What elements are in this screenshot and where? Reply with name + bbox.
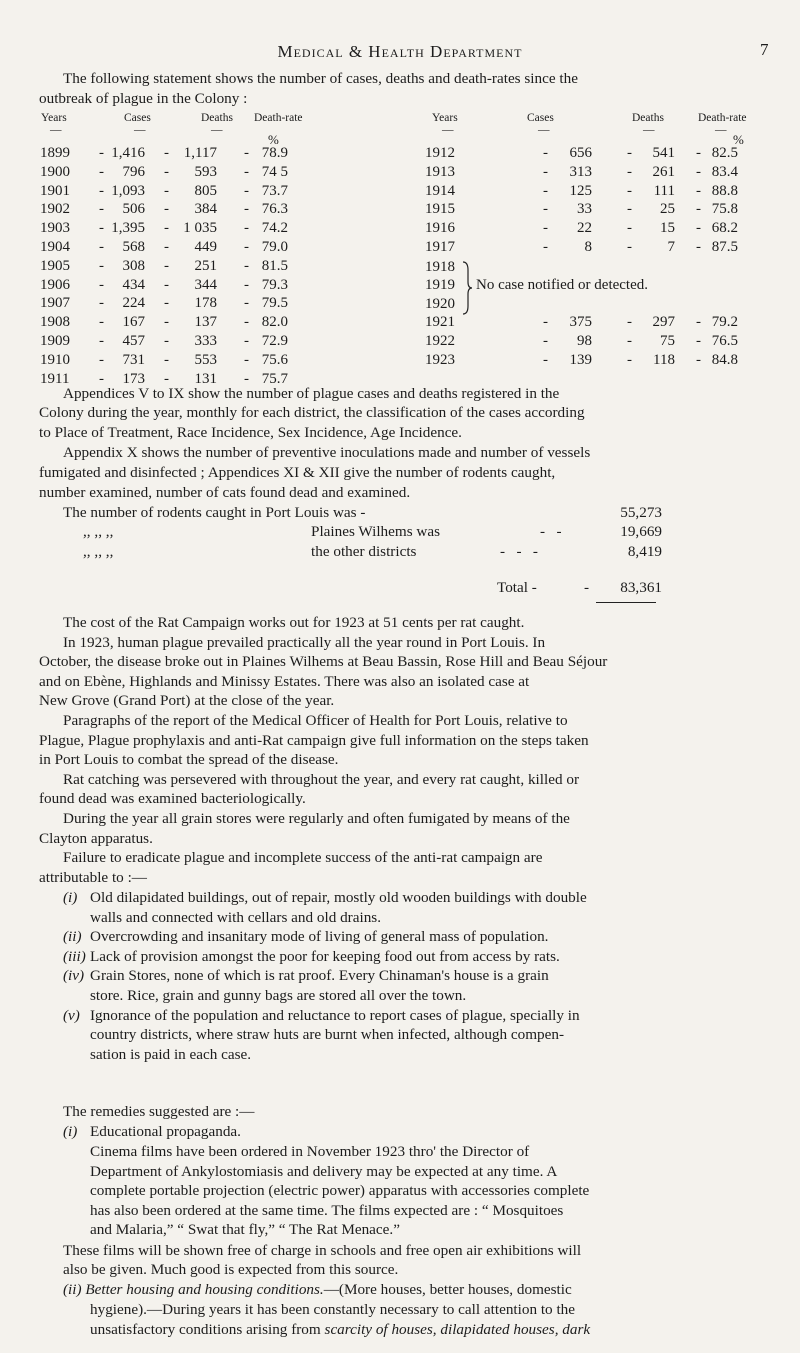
running-header: Medical & Health Department — [277, 42, 523, 61]
cell-year: 1922 — [425, 332, 455, 349]
body-line: Plague, Plague prophylaxis and anti-Rat campaign give full information on the steps taken — [39, 731, 589, 749]
cell-deaths: 805 — [194, 182, 217, 199]
header-deathrate-right: Death-rate — [698, 112, 747, 124]
remedy1-line: and Malaria,” “ Swat that fly,” “ The Rat Menace.” — [90, 1221, 400, 1239]
table-row — [40, 220, 380, 240]
dash-sep: - — [543, 220, 548, 237]
cell-year: 1912 — [425, 145, 455, 161]
cell-deaths: 15 — [660, 220, 675, 237]
dash-sep: - — [627, 314, 632, 330]
dash-sep: - — [164, 314, 169, 331]
table-row — [425, 220, 765, 240]
dash-sep: - — [627, 351, 632, 368]
dash-sep: - — [99, 333, 104, 349]
cell-deaths: 178 — [194, 295, 217, 312]
cell-cases: 308 — [122, 257, 145, 274]
cell-cases: 173 — [122, 370, 145, 387]
para1-line: to Place of Treatment, Race Incidence, Sex Incidence, Age Incidence. — [39, 424, 462, 441]
cell-year: 1903 — [40, 220, 70, 237]
list-number: (iv) — [63, 967, 85, 985]
dash-sep: - — [244, 333, 249, 349]
dash-sep: - — [244, 145, 249, 161]
cell-cases: 139 — [569, 351, 592, 368]
header-cases-right: Cases — [527, 112, 554, 124]
body-line: Clayton apparatus. — [39, 829, 153, 847]
body-line: New Grove (Grand Port) at the close of the year. — [39, 692, 335, 710]
cell-deaths: 131 — [194, 370, 217, 387]
rodents-value-port-louis: 55,273 — [620, 504, 662, 521]
dash-sep: - — [99, 257, 104, 274]
rodents-label-plaines: Plaines Wilhems was — [311, 523, 441, 540]
cell-death-rate: 82.0 — [261, 314, 288, 331]
table-row — [425, 145, 765, 165]
dash-sep: - — [164, 182, 169, 199]
cell-deaths: 333 — [194, 333, 217, 349]
cell-cases: 33 — [577, 201, 592, 218]
remedy1-after-line: also be given. Much good is expected from this source. — [63, 1261, 399, 1278]
cell-year: 1907 — [40, 295, 70, 312]
header-dash: — — [134, 124, 146, 136]
cell-death-rate: 76.3 — [261, 201, 288, 218]
ditto-marks: ,, ,, ,, — [83, 523, 114, 540]
dash-sep: - — [543, 314, 548, 330]
dash-sep: - — [696, 145, 701, 161]
remedy2-line-3: unsatisfactory conditions arising from scarcity of houses, dilapidated houses, dark — [90, 1321, 591, 1338]
table-row — [40, 277, 380, 297]
cell-deaths: 593 — [194, 163, 217, 180]
dash-sep: - — [627, 239, 632, 255]
cell-death-rate: 79.5 — [261, 295, 288, 312]
remedy2-line-2: hygiene).—During years it has been constantly necessary to call attention to the — [90, 1301, 576, 1318]
list-number: (v) — [63, 1006, 80, 1024]
dash-sep: - — [244, 239, 249, 255]
dash-sep: - — [164, 145, 169, 161]
intro-line-1: The following statement shows the number of cases, deaths and death-rates since the — [63, 70, 578, 87]
cell-cases: 8 — [584, 239, 592, 255]
list-line: country districts, where straw huts are burnt when infected, although compen- — [90, 1026, 565, 1044]
dash-sep: - — [164, 276, 169, 293]
body-line: During the year all grain stores were regularly and often fumigated by means of the — [63, 810, 570, 827]
cell-cases: 167 — [122, 314, 145, 331]
list-line: walls and connected with cellars and old drains. — [90, 908, 382, 926]
cell-death-rate: 75.8 — [711, 201, 738, 218]
dash-sep: - — [543, 239, 548, 255]
header-cases-left: Cases — [124, 112, 151, 124]
cell-deaths: 344 — [194, 276, 217, 293]
table-row — [40, 145, 380, 165]
dash-sep: - — [164, 257, 169, 274]
cell-year: 1909 — [40, 333, 70, 349]
remedy2-line-1: (ii) Better housing and housing conditions.—(More houses, better houses, domestic — [63, 1281, 572, 1298]
cell-death-rate: 88.8 — [711, 182, 738, 199]
dash-sep: - — [244, 163, 249, 180]
ditto-marks: ,, ,, ,, — [83, 543, 114, 560]
header-deaths-right: Deaths — [632, 112, 664, 124]
dash-sep: - — [627, 201, 632, 218]
dash-sep: - — [627, 220, 632, 237]
list-number: (iii) — [63, 947, 86, 965]
remedies-intro: The remedies suggested are :— — [63, 1103, 255, 1120]
dash-sep: - — [696, 182, 701, 199]
dash-sep: - — [627, 163, 632, 180]
dash-sep: - — [543, 182, 548, 199]
dash-sep: - — [244, 276, 249, 293]
dash-sep: - — [584, 579, 590, 596]
dash-sep: - — [696, 239, 701, 255]
dash-sep: - — [99, 314, 104, 331]
remedy1-line: Department of Ankylostomiasis and delivery may be expected at any time. A — [90, 1162, 558, 1180]
cell-year: 1923 — [425, 351, 455, 368]
dash-sep: - — [244, 182, 249, 199]
cell-deaths: 1,117 — [183, 145, 217, 161]
dash-sep: - — [244, 370, 249, 387]
rodents-label-other: the other districts — [311, 543, 417, 560]
table-row — [40, 164, 380, 184]
dash-sep: - - — [540, 523, 562, 540]
dash-sep: - — [696, 314, 701, 330]
dash-sep: - — [696, 351, 701, 368]
header-deaths-left: Deaths — [201, 112, 233, 124]
dash-sep: - — [99, 145, 104, 161]
bracket-year: 1920 — [425, 296, 455, 312]
cell-year: 1908 — [40, 314, 70, 331]
cell-deaths: 111 — [653, 182, 675, 199]
dash-sep: - — [164, 351, 169, 368]
dash-sep: - — [244, 314, 249, 331]
remedy1-number: (i) — [63, 1123, 78, 1140]
cell-year: 1899 — [40, 145, 70, 161]
brace-icon — [461, 260, 473, 316]
dash-sep: - — [696, 220, 701, 237]
cell-year: 1902 — [40, 201, 70, 218]
cell-deaths: 118 — [653, 351, 675, 368]
cell-death-rate: 76.5 — [711, 332, 738, 349]
cell-death-rate: 75.7 — [261, 370, 288, 387]
body-line: and on Ebène, Highlands and Minissy Estates. There was also an isolated case at — [39, 672, 530, 690]
table-row — [425, 164, 765, 184]
rodents-total-value: 83,361 — [620, 579, 662, 596]
cell-deaths: 297 — [652, 314, 675, 330]
cell-death-rate: 75.6 — [261, 351, 288, 368]
cell-death-rate: 72.9 — [261, 333, 288, 349]
cell-year: 1901 — [40, 182, 70, 199]
dash-sep: - — [99, 351, 104, 368]
cell-cases: 457 — [122, 333, 145, 349]
dash-sep: - — [543, 145, 548, 161]
remedy1-title: Educational propaganda. — [90, 1123, 241, 1140]
rodents-value-plaines: 19,669 — [620, 523, 662, 540]
dash-sep: - — [164, 333, 169, 349]
dash-sep: - — [99, 201, 104, 218]
dash-sep: - — [627, 332, 632, 349]
cell-cases: 1,093 — [111, 182, 145, 199]
table-row — [40, 201, 380, 221]
dash-sep: - — [543, 163, 548, 180]
dash-sep: - — [244, 351, 249, 368]
percent-sign-left: % — [268, 132, 279, 147]
header-dash: — — [643, 124, 655, 136]
list-line: Grain Stores, none of which is rat proof. Every Chinaman's house is a grain — [90, 967, 549, 985]
cell-cases: 568 — [122, 239, 145, 255]
cell-year: 1921 — [425, 314, 455, 330]
dash-sep: - — [99, 182, 104, 199]
cell-deaths: 137 — [194, 314, 217, 331]
dash-sep: - — [244, 257, 249, 274]
table-row — [40, 183, 380, 203]
cell-death-rate: 79.3 — [261, 276, 288, 293]
cell-cases: 98 — [577, 332, 592, 349]
body-line: in Port Louis to combat the spread of the disease. — [39, 751, 339, 769]
body-line: The cost of the Rat Campaign works out for 1923 at 51 cents per rat caught. — [63, 614, 525, 631]
cell-cases: 731 — [122, 351, 145, 368]
list-number: (i) — [63, 889, 78, 906]
list-line: Ignorance of the population and reluctance to report cases of plague, specially in — [90, 1006, 580, 1024]
intro-line-2: outbreak of plague in the Colony : — [39, 90, 248, 107]
cell-year: 1915 — [425, 201, 455, 218]
bracket-year: 1918 — [425, 259, 455, 275]
cell-death-rate: 84.8 — [711, 351, 738, 368]
cell-deaths: 553 — [194, 351, 217, 368]
header-dash: — — [211, 124, 223, 136]
dash-sep: - — [244, 295, 249, 312]
para2-line: number examined, number of cats found dead and examined. — [39, 484, 411, 501]
rodents-label-port-louis: The number of rodents caught in Port Louis was - — [63, 504, 366, 521]
body-line: October, the disease broke out in Plaines Wilhems at Beau Bassin, Rose Hill and Beau Séjour — [39, 653, 608, 671]
dash-sep: - — [99, 163, 104, 180]
rodents-value-other: 8,419 — [627, 543, 662, 560]
cell-cases: 656 — [569, 145, 592, 161]
cell-deaths: 1 035 — [183, 220, 217, 237]
bracket-year: 1919 — [425, 277, 455, 293]
cell-cases: 375 — [569, 314, 592, 330]
cell-cases: 22 — [577, 220, 592, 237]
body-line: In 1923, human plague prevailed practically all the year round in Port Louis. In — [63, 633, 546, 651]
header-dash: — — [50, 124, 62, 136]
cell-death-rate: 82.5 — [711, 145, 738, 161]
cell-death-rate: 78.9 — [261, 145, 288, 161]
cell-deaths: 541 — [652, 145, 675, 161]
body-line: Rat catching was persevered with throughout the year, and every rat caught, killed or — [63, 770, 580, 788]
dash-sep: - — [627, 145, 632, 161]
dash-sep: - — [164, 295, 169, 312]
table-row — [425, 333, 765, 353]
dash-sep: - — [99, 220, 104, 237]
body-line: Paragraphs of the report of the Medical Officer of Health for Port Louis, relative to — [63, 712, 568, 729]
table-row — [40, 295, 380, 315]
dash-sep: - — [164, 201, 169, 218]
cell-deaths: 25 — [660, 201, 675, 218]
cell-year: 1914 — [425, 182, 455, 199]
cell-death-rate: 73.7 — [261, 182, 288, 199]
remedy1-after-line: These films will be shown free of charge in schools and free open air exhibitions will — [63, 1242, 582, 1259]
cell-deaths: 449 — [194, 239, 217, 255]
cell-cases: 1,416 — [111, 145, 145, 161]
list-line: sation is paid in each case. — [90, 1045, 252, 1063]
table-row — [425, 183, 765, 203]
cell-deaths: 384 — [194, 201, 217, 218]
dash-sep: - — [696, 201, 701, 218]
dash-sep: - — [164, 163, 169, 180]
body-line: attributable to :— — [39, 868, 147, 886]
cell-cases: 506 — [122, 201, 145, 218]
rodents-total-label: Total - — [497, 579, 537, 596]
table-row — [40, 239, 380, 259]
cell-year: 1917 — [425, 239, 455, 255]
header-dash: — — [715, 124, 727, 136]
cell-death-rate: 81.5 — [261, 257, 288, 274]
cell-year: 1910 — [40, 351, 70, 368]
dash-sep: - — [244, 201, 249, 218]
remedy1-line: has also been ordered at the same time. The films expected are : “ Mosquitoes — [90, 1201, 564, 1219]
cell-year: 1904 — [40, 239, 70, 255]
table-row — [425, 239, 765, 259]
dash-sep: - - - — [500, 543, 538, 560]
percent-sign-right: % — [733, 132, 744, 147]
cell-year: 1911 — [40, 370, 70, 387]
cell-deaths: 251 — [194, 257, 217, 274]
list-line: Old dilapidated buildings, out of repair, mostly old wooden buildings with double — [90, 889, 587, 906]
table-row — [425, 352, 765, 372]
dash-sep: - — [164, 220, 169, 237]
table-row — [40, 258, 380, 278]
cell-cases: 1,395 — [111, 220, 145, 237]
dash-sep: - — [627, 182, 632, 199]
cell-death-rate: 68.2 — [711, 220, 738, 237]
cell-deaths: 7 — [667, 239, 675, 255]
cell-year: 1906 — [40, 276, 70, 293]
list-line: store. Rice, grain and gunny bags are stored all over the town. — [90, 987, 467, 1004]
cell-year: 1913 — [425, 163, 455, 180]
dash-sep: - — [99, 295, 104, 312]
dash-sep: - — [696, 332, 701, 349]
dash-sep: - — [99, 370, 104, 387]
cell-death-rate: 74 5 — [261, 163, 288, 180]
table-row — [40, 333, 380, 353]
list-line: Lack of provision amongst the poor for keeping food out from access by rats. — [90, 947, 560, 965]
body-line: found dead was examined bacteriologically. — [39, 790, 306, 808]
header-dash: — — [538, 124, 550, 136]
table-row — [40, 352, 380, 372]
cell-death-rate: 83.4 — [711, 163, 738, 180]
dash-sep: - — [543, 201, 548, 218]
cell-cases: 434 — [122, 276, 145, 293]
cell-cases: 125 — [569, 182, 592, 199]
dash-sep: - — [696, 163, 701, 180]
header-years-left: Years — [41, 112, 67, 124]
dash-sep: - — [99, 276, 104, 293]
dash-sep: - — [543, 332, 548, 349]
cell-deaths: 261 — [652, 163, 675, 180]
cell-death-rate: 87.5 — [711, 239, 738, 255]
cell-death-rate: 74.2 — [261, 220, 288, 237]
dash-sep: - — [543, 351, 548, 368]
remedy1-line: Cinema films have been ordered in November 1923 thro' the Director of — [90, 1143, 530, 1160]
page-number: 7 — [760, 40, 769, 59]
list-line: Overcrowding and insanitary mode of living of general mass of population. — [90, 928, 549, 946]
body-line: Failure to eradicate plague and incomplete success of the anti-rat campaign are — [63, 849, 543, 867]
cell-year: 1900 — [40, 163, 70, 180]
para1-line: Appendices V to IX show the number of plague cases and deaths registered in the — [63, 385, 560, 402]
cell-year: 1905 — [40, 257, 70, 274]
dash-sep: - — [244, 220, 249, 237]
cell-cases: 313 — [569, 163, 592, 180]
cell-year: 1916 — [425, 220, 455, 237]
header-dash: — — [442, 124, 454, 136]
dash-sep: - — [164, 370, 169, 387]
cell-cases: 796 — [122, 163, 145, 180]
cell-death-rate: 79.0 — [261, 239, 288, 255]
bracket-note: No case notified or detected. — [476, 277, 649, 293]
para2-line: Appendix X shows the number of preventive inoculations made and number of vessels — [63, 444, 591, 461]
table-row — [425, 314, 765, 334]
cell-death-rate: 79.2 — [711, 314, 738, 330]
header-deathrate-left: Death-rate — [254, 112, 303, 124]
cell-deaths: 75 — [660, 332, 675, 349]
table-row — [40, 314, 380, 334]
dash-sep: - — [164, 239, 169, 255]
para2-line: fumigated and disinfected ; Appendices XI & XII give the number of rodents caught, — [39, 464, 556, 481]
cell-cases: 224 — [122, 295, 145, 312]
table-row — [425, 201, 765, 221]
total-underline — [596, 602, 656, 603]
remedy1-line: complete portable projection (electric power) apparatus with accessories complete — [90, 1182, 590, 1200]
header-years-right: Years — [432, 112, 458, 124]
list-number: (ii) — [63, 928, 82, 946]
dash-sep: - — [99, 239, 104, 255]
para1-line: Colony during the year, monthly for each district, the classification of the cases according — [39, 404, 585, 421]
